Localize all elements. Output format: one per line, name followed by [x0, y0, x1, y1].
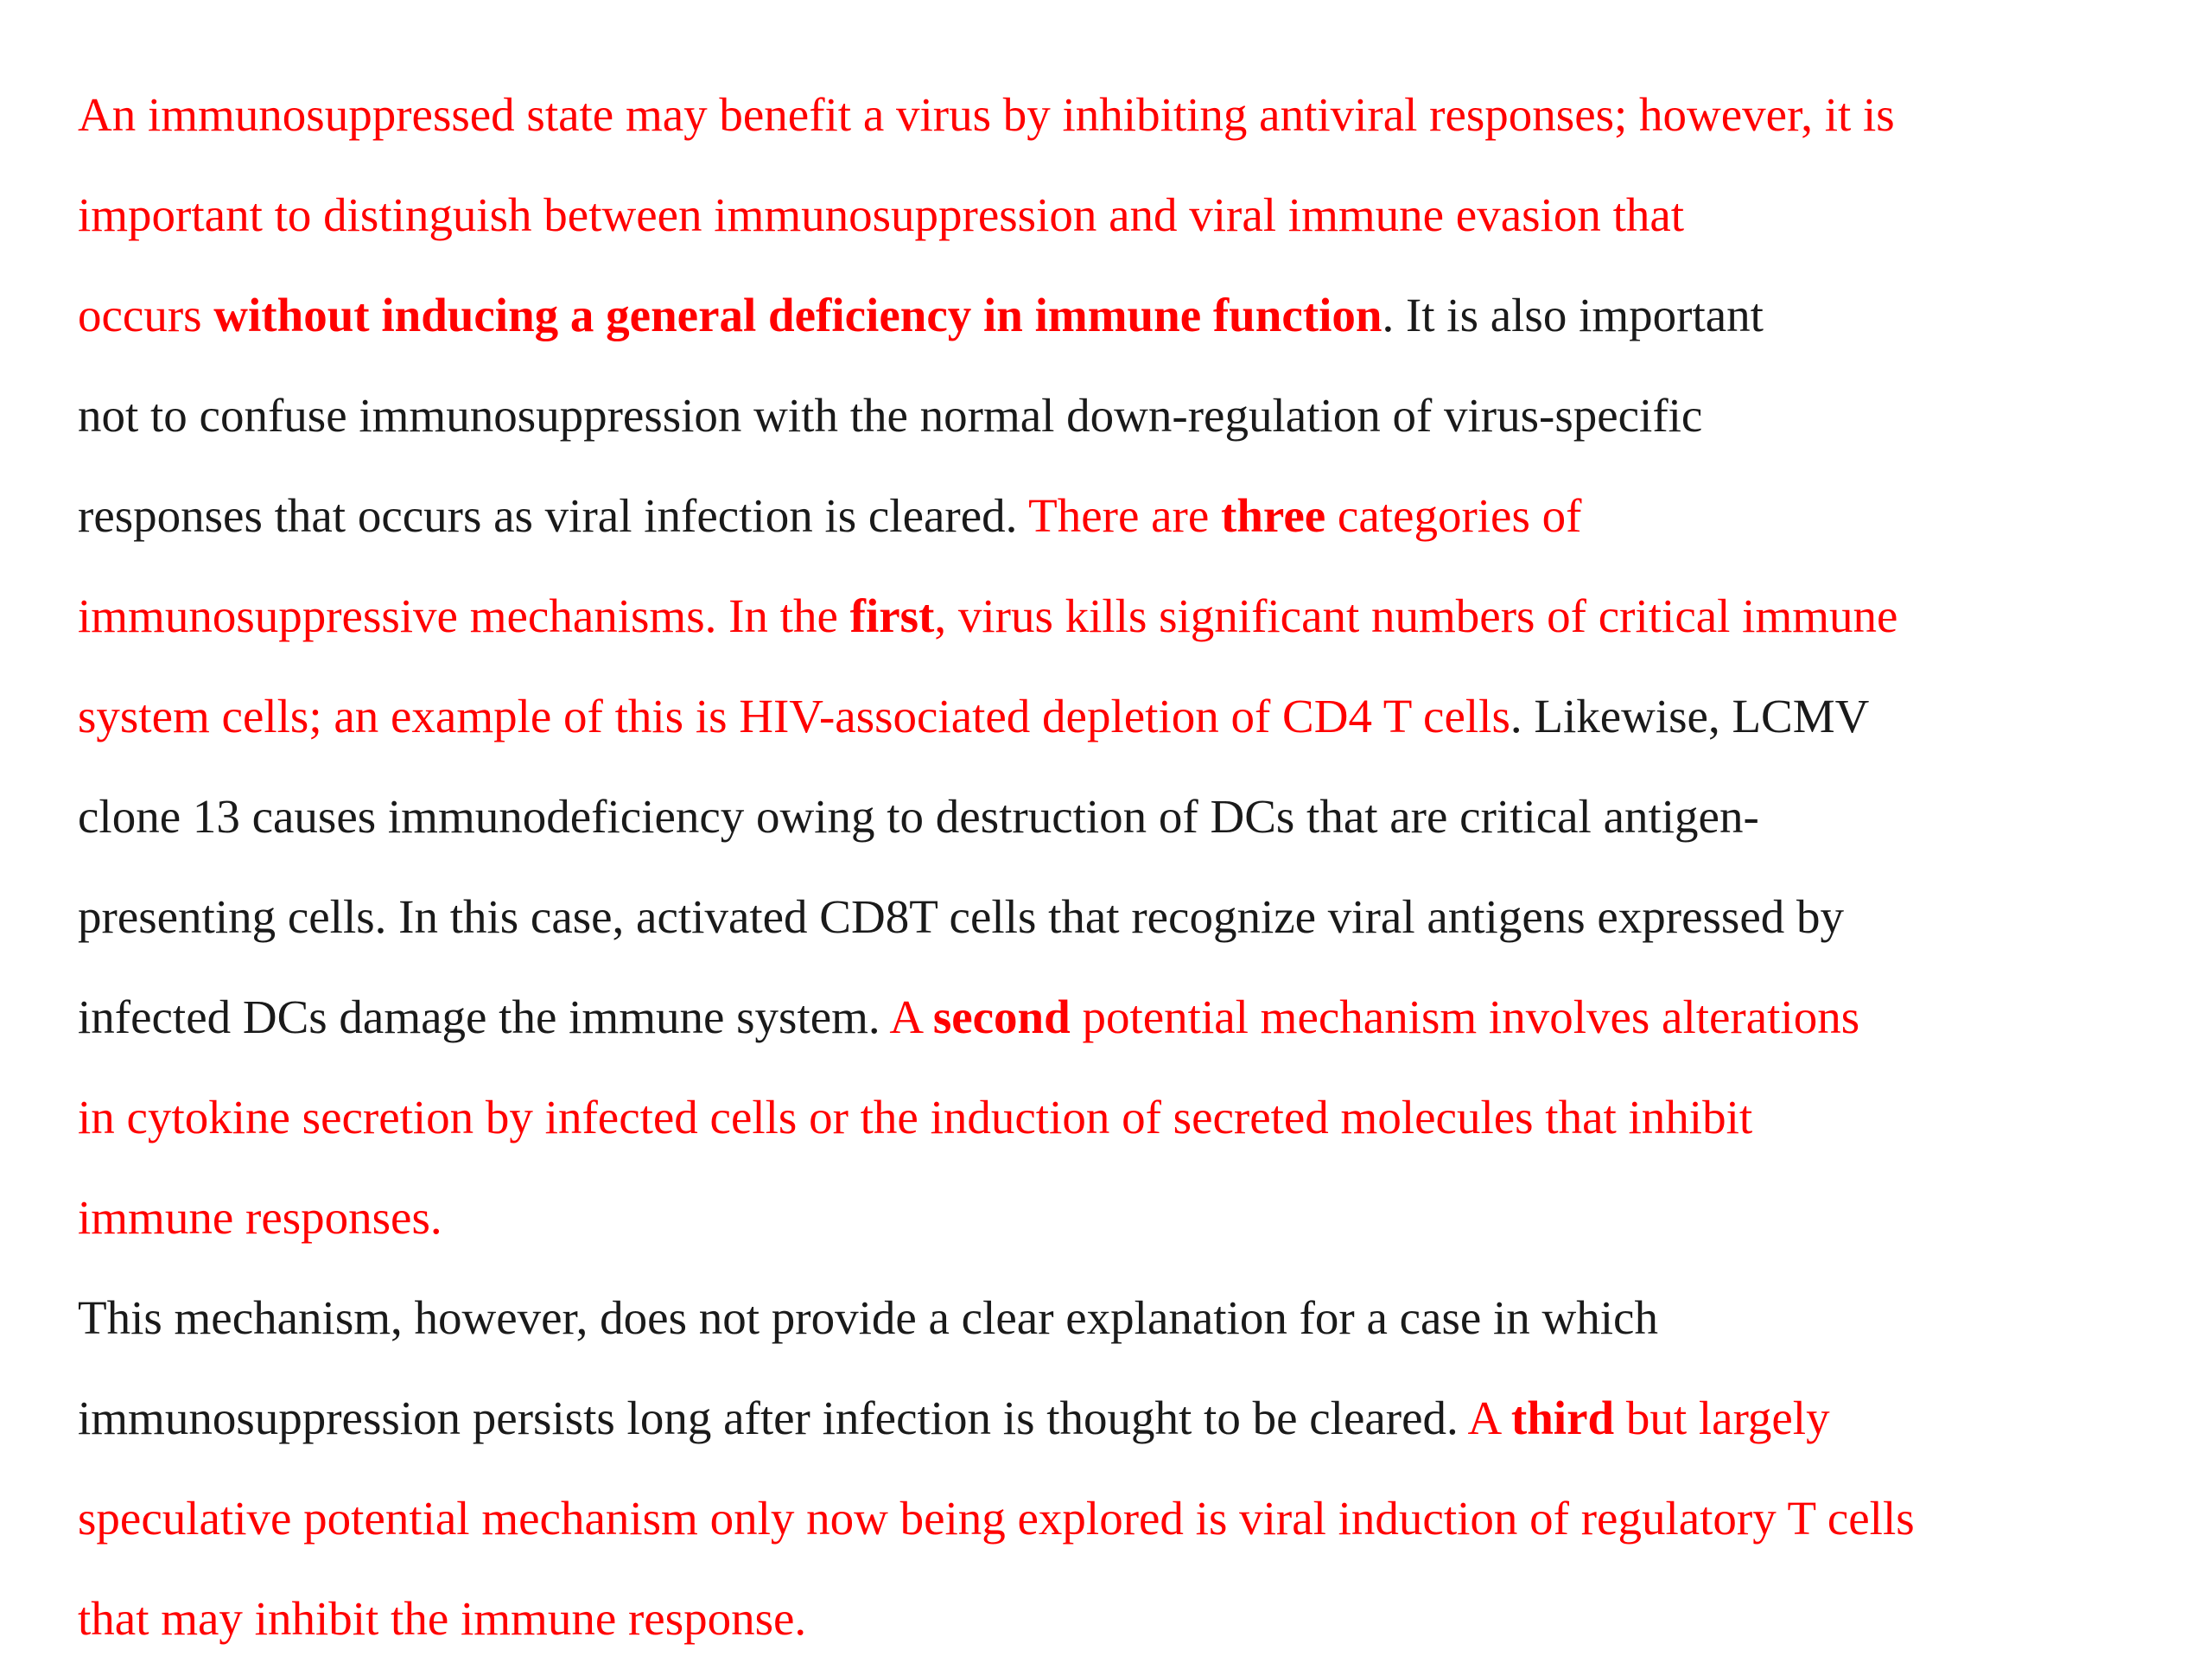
text-run: . It is also important: [1382, 289, 1764, 341]
text-run: A: [889, 991, 933, 1043]
emphasized-text: third: [1510, 1392, 1615, 1444]
text-run: immunosuppression persists long after infection is thought to be cleared.: [78, 1392, 1468, 1444]
paragraph-1: [78, 65, 2169, 1268]
text-line: important to distinguish between immunosuppression and viral immune evasion that: [78, 188, 1685, 241]
document-body: [78, 65, 2169, 1669]
text-line: This mechanism, however, does not provide a clear explanation for a case in which: [78, 1291, 1658, 1344]
text-line: that may inhibit the immune response.: [78, 1592, 807, 1645]
text-line: speculative potential mechanism only now being explored is viral induction of regulatory T cells: [78, 1492, 1915, 1545]
text-line: immune responses.: [78, 1191, 442, 1244]
text-line: in cytokine secretion by infected cells or the induction of secreted molecules that inhibit: [78, 1091, 1753, 1143]
text-run: . Likewise, LCMV: [1510, 690, 1870, 742]
text-run: occurs: [78, 289, 214, 341]
text-run: but largely: [1614, 1392, 1830, 1444]
text-run: potential mechanism involves alterations: [1070, 991, 1860, 1043]
emphasized-text: first: [849, 589, 935, 642]
emphasized-text: without inducing a general deficiency in immune function: [213, 289, 1382, 341]
text-run: immunosuppressive mechanisms. In the: [78, 589, 850, 642]
text-run: There are: [1028, 489, 1222, 542]
text-run: system cells; an example of this is HIV-associated depletion of CD4 T cells: [78, 690, 1510, 742]
text-run: responses that occurs as viral infection is cleared.: [78, 489, 1029, 542]
text-run: categories of: [1325, 489, 1582, 542]
emphasized-text: three: [1221, 489, 1326, 542]
text-line: An immunosuppressed state may benefit a virus by inhibiting antiviral responses; however, it is: [78, 88, 1895, 141]
text-run: A: [1467, 1392, 1511, 1444]
paragraph-2: [78, 1268, 2169, 1669]
text-run: infected DCs damage the immune system.: [78, 991, 890, 1043]
text-line: presenting cells. In this case, activated CD8T cells that recognize viral antigens expressed by: [78, 890, 1844, 943]
text-line: clone 13 causes immunodeficiency owing to destruction of DCs that are critical antigen-: [78, 790, 1759, 843]
emphasized-text: second: [932, 991, 1071, 1043]
text-run: , virus kills significant numbers of critical immune: [934, 589, 1898, 642]
text-line: not to confuse immunosuppression with the normal down-regulation of virus-specific: [78, 389, 1703, 442]
